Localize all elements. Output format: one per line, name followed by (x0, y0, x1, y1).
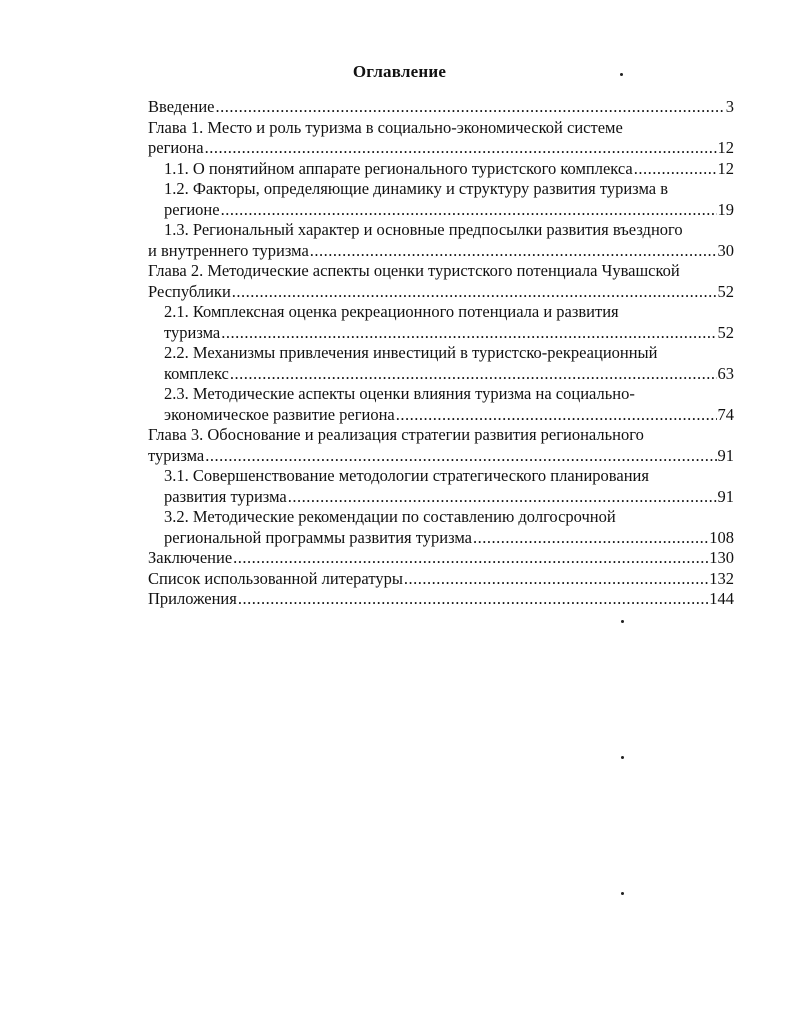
toc-page-number: 19 (717, 199, 734, 219)
toc-entry[interactable] (148, 384, 734, 425)
toc-entry-title-line: Глава 1. Место и роль туризма в социально-экономической системе (148, 117, 623, 137)
dot-leader (205, 138, 717, 159)
toc-entry-title-line: Глава 3. Обоснование и реализация стратегии развития регионального (148, 425, 644, 444)
toc-entry-title: региона (148, 138, 204, 157)
toc-entry-final-line (164, 405, 734, 426)
toc-entry-final-line (164, 200, 734, 221)
toc-page-number: 52 (717, 281, 734, 301)
dot-leader (216, 97, 725, 118)
toc-entry-title-line: 3.1. Совершенствование методологии стратегического планирования (164, 466, 649, 485)
toc-entry-final-line (164, 364, 734, 385)
toc-page-number: 52 (717, 322, 734, 342)
toc-entry-final-line (148, 446, 734, 467)
toc-page-number: 108 (709, 527, 734, 547)
toc-entry-final-line (164, 323, 734, 344)
dot-leader (473, 528, 708, 549)
toc-page-number: 91 (717, 486, 734, 506)
dot-leader (221, 323, 716, 344)
scan-speck (621, 620, 624, 623)
toc-entry-title: регионе (164, 199, 220, 219)
toc-page-number: 144 (709, 589, 734, 608)
toc-entry[interactable] (148, 261, 734, 302)
dot-leader (230, 364, 717, 385)
toc-entry[interactable] (148, 589, 734, 610)
toc-entry-final-line (148, 569, 734, 590)
toc-entry-final-line (164, 159, 734, 180)
toc-entry-title-line: 3.2. Методические рекомендации по составлению долгосрочной (164, 507, 616, 526)
dot-leader (233, 548, 708, 569)
toc-entry[interactable] (148, 302, 734, 343)
toc-entry[interactable] (148, 425, 734, 466)
table-of-contents (148, 97, 734, 610)
toc-entry-title-line: 1.2. Факторы, определяющие динамику и структуру развития туризма в (164, 179, 669, 198)
toc-entry[interactable] (148, 548, 734, 569)
toc-entry-title: туризма (164, 322, 221, 342)
toc-page-number: 130 (709, 548, 734, 567)
dot-leader (238, 589, 708, 610)
toc-entry-final-line (148, 138, 734, 159)
toc-page-number: 91 (717, 445, 734, 465)
toc-page-number: 30 (717, 240, 734, 260)
toc-page-number: 63 (717, 363, 734, 383)
dot-leader (232, 282, 717, 303)
toc-entry[interactable] (148, 159, 734, 180)
toc-entry-title: туризма (148, 445, 205, 465)
dot-leader (404, 569, 708, 590)
dot-leader (205, 446, 716, 467)
toc-entry-title: региональной программы развития туризма (164, 527, 473, 547)
toc-entry-title: Заключение (148, 548, 233, 567)
toc-entry-title: Республики (148, 281, 231, 301)
scan-speck (621, 892, 624, 895)
toc-entry-final-line (148, 241, 734, 262)
toc-entry[interactable] (148, 466, 734, 507)
scan-speck (620, 73, 623, 76)
toc-entry-title: Список использованной литературы (148, 568, 403, 588)
toc-entry[interactable] (148, 507, 734, 548)
dot-leader (310, 241, 717, 262)
dot-leader (288, 487, 717, 508)
toc-entry[interactable] (148, 220, 734, 261)
toc-page-number: 12 (717, 158, 734, 178)
toc-page-number: 3 (725, 97, 734, 116)
dot-leader (396, 405, 717, 426)
toc-entry[interactable] (148, 97, 734, 118)
toc-entry[interactable] (148, 569, 734, 590)
toc-entry[interactable] (148, 343, 734, 384)
toc-entry-title-line: Глава 2. Методические аспекты оценки туристского потенциала Чувашской (148, 261, 680, 280)
toc-entry-title-line: 2.1. Комплексная оценка рекреационного потенциала и развития (164, 302, 619, 321)
toc-entry-final-line (148, 97, 734, 118)
toc-entry-title: 1.1. О понятийном аппарате регионального туристского комплекса (164, 158, 633, 178)
toc-entry-final-line (164, 487, 734, 508)
toc-entry-title-line: 1.3. Региональный характер и основные предпосылки развития въездного (164, 220, 683, 239)
scan-speck (621, 756, 624, 759)
toc-entry-title: и внутреннего туризма (148, 240, 309, 260)
toc-entry[interactable] (148, 179, 734, 220)
toc-page-number: 132 (709, 568, 734, 588)
toc-entry-final-line (148, 589, 734, 610)
toc-entry-title-line: 2.3. Методические аспекты оценки влияния туризма на социально- (164, 384, 635, 403)
toc-entry-final-line (164, 528, 734, 549)
toc-entry[interactable] (148, 118, 734, 159)
toc-entry-title: комплекс (164, 363, 229, 383)
toc-entry-title: развития туризма (164, 486, 287, 506)
toc-entry-title-line: 2.2. Механизмы привлечения инвестиций в туристско-рекреационный (164, 343, 658, 362)
dot-leader (221, 200, 717, 221)
toc-heading: Оглавление (352, 62, 447, 81)
toc-entry-final-line (148, 282, 734, 303)
toc-entry-final-line (148, 548, 734, 569)
toc-entry-title: Приложения (148, 589, 237, 608)
toc-entry-title: экономическое развитие региона (164, 404, 395, 424)
dot-leader (634, 159, 717, 180)
toc-page-number: 12 (717, 138, 734, 157)
toc-page-number: 74 (717, 404, 734, 424)
toc-entry-title: Введение (148, 97, 215, 116)
